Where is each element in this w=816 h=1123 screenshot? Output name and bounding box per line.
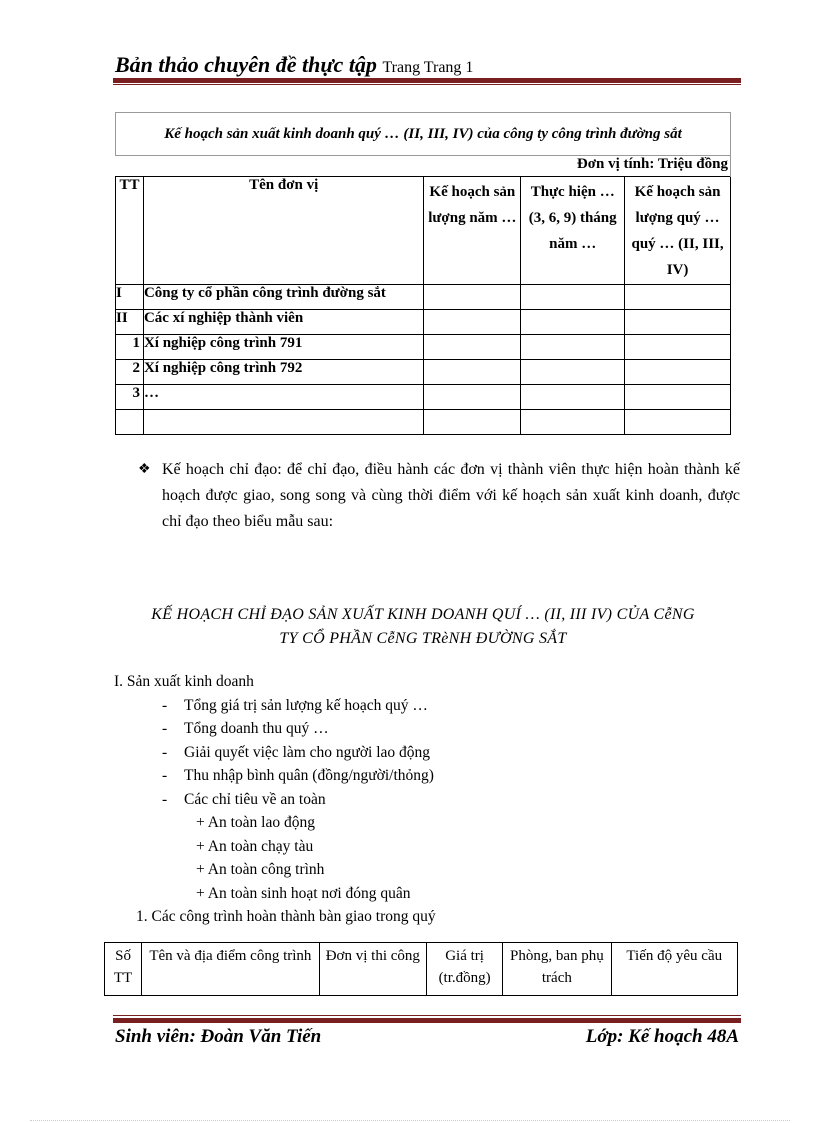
col-header-actual: Thực hiện … (3, 6, 9) tháng năm … [521, 177, 625, 285]
row-name: Xí nghiệp công trình 792 [143, 360, 423, 385]
page-edge-dotted-line [30, 1120, 790, 1121]
row-name: Công ty cổ phần công trình đường sắt [143, 285, 423, 310]
page-header [115, 52, 473, 78]
col-header-no: Số TT [105, 943, 142, 996]
col-header-tt: TT [116, 177, 144, 285]
row-tt: 2 [116, 360, 144, 385]
row-tt: 3 [116, 385, 144, 410]
header-rule-thin [113, 84, 741, 85]
table-row [116, 285, 731, 310]
row-tt: 1 [116, 335, 144, 360]
table-row [116, 310, 731, 335]
sub-list-item: + An toàn chạy tàu [196, 837, 314, 855]
footer-rule-thin [113, 1015, 741, 1016]
header-page-label: Trang Trang 1 [382, 59, 474, 76]
numbered-item: 1. Các công trình hoàn thành bàn giao trong quý [136, 908, 436, 925]
paragraph-text: Kế hoạch chỉ đạo: để chỉ đạo, điều hành các đơn vị thành viên thực hiện hoàn thành kế hoạch được giao, song song và cùng thời điểm với kế hoạch sản xuất kinh doanh, được chỉ đạo theo biểu mẫu sau: [162, 461, 740, 530]
col-header-quarter-plan: Kế hoạch sản lượng quý …quý … (II, III, IV) [625, 177, 731, 285]
table-unit: Đơn vị tính: Triệu đồng [116, 156, 731, 177]
row-tt: I [116, 285, 144, 310]
plan-heading-line1: KẾ HOẠCH CHỈ ĐẠO SẢN XUẤT KINH DOANH QUÍ … (II, III IV) CỦA CễNG [151, 606, 695, 623]
col-header-department: Phòng, ban phụ trách [503, 943, 611, 996]
business-plan-table [115, 112, 731, 435]
col-header-schedule: Tiến độ yêu cầu [611, 943, 737, 996]
list-item: - Tổng doanh thu quý … [162, 720, 329, 737]
row-tt [116, 410, 144, 435]
completed-works-table [104, 942, 738, 996]
footer-student: Sinh viên: Đoàn Văn Tiến [115, 1026, 322, 1047]
footer-rule [113, 1018, 741, 1023]
sub-list-item: + An toàn lao động [196, 814, 315, 831]
plan-heading-line2: TY CỔ PHẦN CễNG TRèNH ĐƯỜNG SẮT [279, 630, 567, 647]
list-item: - Thu nhập bình quân (đồng/người/thỏng) [162, 767, 434, 784]
section-heading: I. Sản xuất kinh doanh [114, 673, 254, 690]
row-name: … [143, 385, 423, 410]
row-tt: II [116, 310, 144, 335]
page-footer [115, 1026, 739, 1048]
list-item: - Tổng giá trị sản lượng kế hoạch quý … [162, 696, 428, 714]
table-row [116, 410, 731, 435]
table-title: Kế hoạch sản xuất kinh doanh quý … (II, III, IV) của công ty công trình đường sắt [116, 113, 731, 156]
col-header-unit-name: Tên đơn vị [143, 177, 423, 285]
row-name [143, 410, 423, 435]
plan-list [114, 670, 436, 929]
table-row [116, 385, 731, 410]
col-header-value: Giá trị (tr.đồng) [426, 943, 502, 996]
list-item: - Giải quyết việc làm cho người lao động [162, 743, 431, 761]
row-name: Xí nghiệp công trình 791 [143, 335, 423, 360]
col-header-work-name: Tên và địa điểm công trình [142, 943, 320, 996]
direction-paragraph [140, 457, 740, 535]
list-item: - Các chỉ tiêu về an toàn [162, 790, 326, 808]
footer-class: Lớp: Kế hoạch 48A [585, 1026, 739, 1047]
sub-list-item: + An toàn công trình [196, 861, 325, 878]
table-row [116, 360, 731, 385]
col-header-contractor: Đơn vị thi công [319, 943, 426, 996]
table-row [116, 335, 731, 360]
plan-heading [115, 603, 731, 651]
col-header-annual-plan: Kế hoạch sản lượng năm … [424, 177, 521, 285]
diamond-bullet-icon: ❖ [138, 462, 151, 477]
sub-list-item: + An toàn sinh hoạt nơi đóng quân [196, 884, 411, 902]
header-rule [113, 78, 741, 83]
header-title: Bản thảo chuyên đề thực tập [115, 52, 377, 77]
row-name: Các xí nghiệp thành viên [143, 310, 423, 335]
